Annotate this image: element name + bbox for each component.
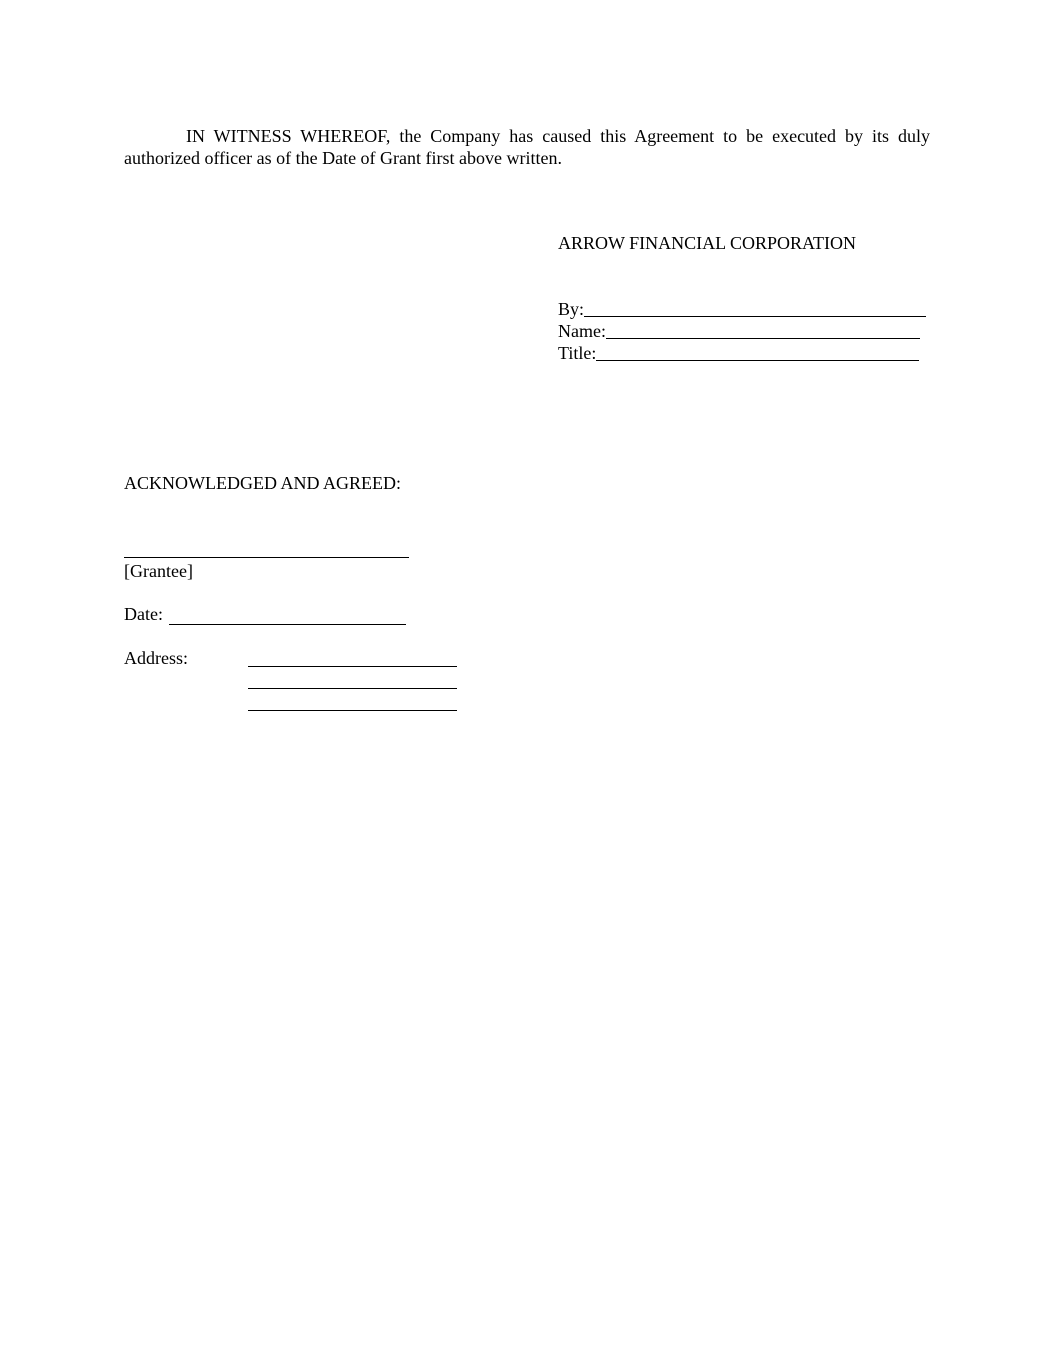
address-line-2[interactable]: [248, 688, 457, 689]
grantee-signature-line[interactable]: [124, 557, 409, 558]
address-line-1[interactable]: [248, 666, 457, 667]
company-signature-block: [558, 232, 856, 254]
address-label: Address:: [124, 648, 188, 668]
by-signature-line[interactable]: [584, 299, 926, 317]
title-signature-line[interactable]: [596, 343, 919, 361]
title-field: [558, 342, 926, 364]
date-field: [124, 603, 406, 625]
company-name: ARROW FINANCIAL CORPORATION: [558, 233, 857, 253]
by-label: By:: [558, 299, 585, 319]
name-label: Name:: [558, 321, 606, 341]
address-line-3[interactable]: [248, 710, 457, 711]
date-line[interactable]: [169, 607, 406, 625]
by-field: [558, 298, 926, 320]
date-label: Date:: [124, 604, 163, 624]
name-field: [558, 320, 926, 342]
name-signature-line[interactable]: [606, 321, 920, 339]
title-label: Title:: [558, 343, 597, 363]
witness-paragraph: IN WITNESS WHEREOF, the Company has caused this Agreement to be executed by its duly authorized officer as of the Date of Grant first above written.: [124, 126, 930, 168]
acknowledged-heading: ACKNOWLEDGED AND AGREED:: [124, 473, 401, 493]
grantee-label: [Grantee]: [124, 561, 193, 581]
company-signature-fields: [558, 298, 926, 364]
